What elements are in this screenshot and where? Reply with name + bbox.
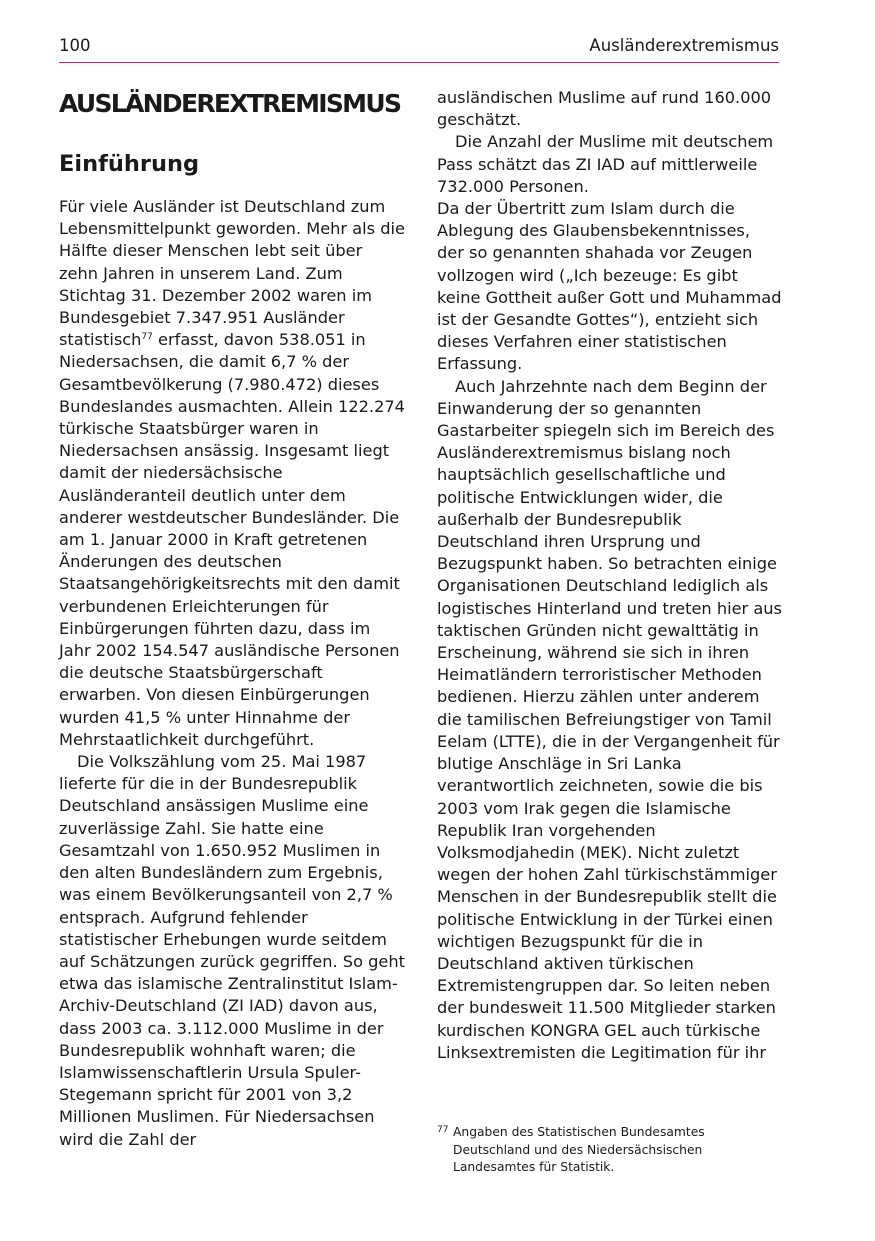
footnote-reference[interactable]: 77: [141, 332, 153, 343]
paragraph-4: Die Anzahl der Muslime mit deutschem Pass schätzt das ZI IAD auf mittlerweile 732.000 Personen.: [437, 132, 774, 196]
footnote-text: Angaben des Statistischen Bundesamtes Deutschland und des Niedersächsischen Landesamtes für Statistik.: [453, 1125, 705, 1174]
paragraph-3: ausländischen Muslime auf rund 160.000 geschätzt.: [437, 88, 772, 130]
paragraph-1-part-b: erfasst, davon 538.051 in Niedersachsen, die damit 6,7 % der Gesamtbevölkerung (7.980.472) dieses Bundeslandes ausmachten. Allein 122.274 türkische Staatsbürger waren in Niedersachsen ansässig. Insgesamt liegt damit der niedersächsische Ausländeranteil deutlich unter dem anderer westdeutscher Bundesländer. Die am 1. Januar 2000 in Kraft getretenen Änderungen des deutschen Staatsangehörigkeitsrechts mit den damit verbundenen Erleichterungen für Einbürgerungen führten dazu, dass im Jahr 2002 154.547 ausländische Personen die deutsche Staatsbürgerschaft erwarben. Von diesen Einbürgerungen wurden 41,5 % unter Hinnahme der Mehrstaatlichkeit durchgeführt.: [59, 330, 405, 749]
right-column: [437, 87, 782, 1064]
paragraph-1-part-a: Für viele Ausländer ist Deutschland zum Lebensmittelpunkt geworden. Mehr als die Hälfte dieser Menschen lebt seit über zehn Jahren in unserem Land. Zum Stichtag 31. Dezember 2002 waren im Bundesgebiet 7.347.951 Ausländer statistisch: [59, 197, 405, 350]
page-header: [59, 36, 779, 63]
left-column: [59, 196, 406, 1151]
running-title: Ausländerextremismus: [589, 36, 779, 55]
paragraph-5: Da der Übertritt zum Islam durch die Ablegung des Glaubensbekenntnisses, der so genannten shahada vor Zeugen vollzogen wird („Ich bezeuge: Es gibt keine Gottheit außer Gott und Muhammad ist der Gesandte Gottes“), entzieht sich dieses Verfahren einer statistischen Erfassung.: [437, 199, 782, 374]
chapter-title: AUSLÄNDEREXTREMISMUS: [59, 89, 401, 118]
paragraph-1: [59, 196, 406, 751]
footnote-number: 77: [437, 1125, 449, 1135]
page-number: 100: [59, 36, 91, 55]
footnote: [437, 1124, 782, 1177]
paragraph-6: Auch Jahrzehnte nach dem Beginn der Einwanderung der so genannten Gastarbeiter spiegeln sich im Bereich des Ausländerextremismus bislang noch hauptsächlich gesellschaftliche und politische Entwicklungen wider, die außerhalb der Bundesrepublik Deutschland ihren Ursprung und Bezugspunkt haben. So betrachten einige Organisationen Deutschland lediglich als logistisches Hinterland und treten hier aus taktischen Gründen nicht gewalttätig in Erscheinung, während sie sich in ihren Heimatländern terroristischer Methoden bedienen. Hierzu zählen unter anderem die tamilischen Befreiungstiger von Tamil Eelam (LTTE), die in der Vergangenheit für blutige Anschläge in Sri Lanka verantwortlich zeichneten, sowie die bis 2003 vom Irak gegen die Islamische Republik Iran vorgehenden Volksmodjahedin (MEK). Nicht zuletzt wegen der hohen Zahl türkischstämmiger Menschen in der Bundesrepublik stellt die politische Entwicklung in der Türkei einen wichtigen Bezugspunkt für die in Deutschland aktiven türkischen Extremistengruppen dar. So leiten neben der bundesweit 11.500 Mitglieder starken kurdischen KONGRA GEL auch türkische Linksextremisten die Legitimation für ihr: [437, 376, 782, 1062]
section-heading: Einführung: [59, 151, 200, 177]
paragraph-2: Die Volkszählung vom 25. Mai 1987 lieferte für die in der Bundesrepublik Deutschland ansässigen Muslime eine zuverlässige Zahl. Sie hatte eine Gesamtzahl von 1.650.952 Muslimen in den alten Bundesländern zum Ergebnis, was einem Bevölkerungsanteil von 2,7 % entsprach. Aufgrund fehlender statistischer Erhebungen wurde seitdem auf Schätzungen zurück gegriffen. So geht etwa das islamische Zentralinstitut Islam-Archiv-Deutschland (ZI IAD) davon aus, dass 2003 ca. 3.112.000 Muslime in der Bundesrepublik wohnhaft waren; die Islamwissenschaftlerin Ursula Spuler-Stegemann spricht für 2001 von 3,2 Millionen Muslimen. Für Niedersachsen wird die Zahl der: [59, 752, 405, 1149]
